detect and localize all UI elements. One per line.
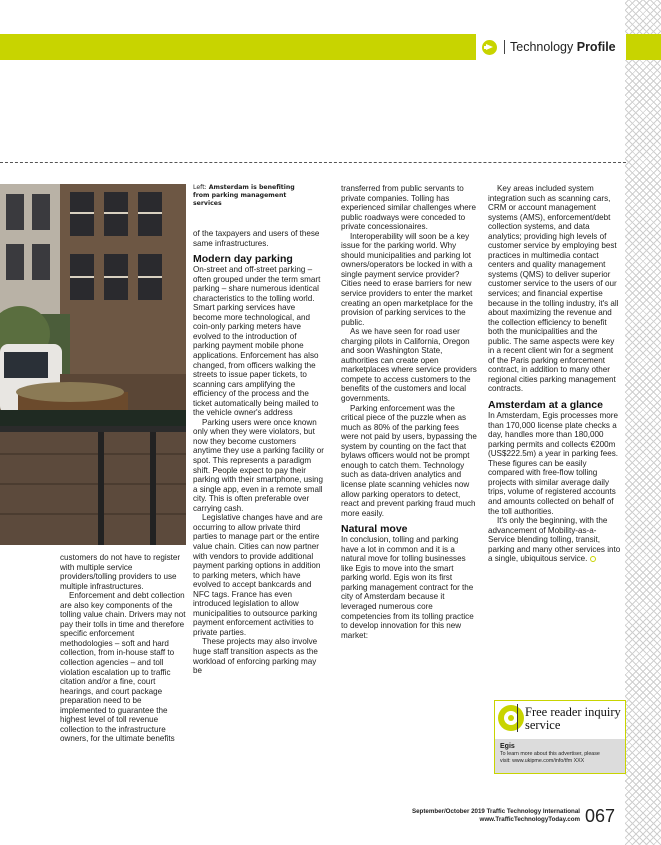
- paragraph: In conclusion, tolling and parking have a lot in common and it is a natural move for tolling businesses like Egis to move into the smart parking world. Egis won its first parking management contract for the city of Amsterdam because it leveraged numerous core competencies from its tolling practice to develop innovation for this new market:: [341, 535, 474, 640]
- subheading-natural-move: Natural move: [341, 523, 408, 536]
- issue-line: September/October 2019 Traffic Technology International: [411, 808, 580, 815]
- paragraph: In Amsterdam, Egis processes more than 170,000 license plate checks a day, handles more than 180,000 parking permits and collects €200m (US$222.5m) a year in parking fees. These figures can be easily compared with free-flow tolling projects with similar average daily trips, volume of registered accounts and amounts collected on behalf of the toll authorities.: [488, 411, 619, 516]
- paragraph: Parking enforcement was the critical piece of the puzzle when as much as 80% of the parking fees were not paid by users, bypassing the system by counting on the fact that bylaws officers would not be prompt enough to catch them. Technology such as data-driven analytics and license plate scanning vehicles now allow parking operators to detect, react and prevent parking fraud much more easily.: [341, 403, 477, 518]
- paragraph: Key areas included system integration such as scanning cars, CRM or account management systems (AMS), enforcement/debt collection systems, and data analytics; providing high levels of customer service by employing best practices in multimedia contact centers and quality management systems (QMS) to deliver superior customer service to the users of our services; and financial expertise because in the tolling industry, it's all about maximizing the revenue and the collection efficiency to benefit both the municipalities and the public. The same aspects were key in a recent client win for a segment of the Paris parking enforcement contract, in addition to many other regional cities parking management contracts.: [488, 184, 619, 394]
- paragraph: Legislative changes have and are occurring to allow private third parties to manage part or the entire value chain. Cities can now partner with vendors to provide additional payment parking options in addition to parking meters, which have evolved to accept bankcards and NFC tags. France has even introduced legislation to allow municipalities to outsource parking payment enforcement activities to private parties.: [193, 513, 323, 637]
- paragraph: Parking users were once known only when they were violators, but now they become customers anytime they use a parking facility or spot. This represents a paradigm shift. People expect to pay their parking with their smartphone, using a single app, even in a remote small city. This is often preferable over carrying cash.: [193, 417, 324, 513]
- inquiry-company: Egis: [500, 743, 515, 750]
- subheading-amsterdam-at-a-glance: Amsterdam at a glance: [488, 399, 603, 412]
- website-link[interactable]: www.TrafficTechnologyToday.com: [479, 816, 580, 823]
- inquiry-details: [495, 739, 625, 773]
- inquiry-header: [495, 701, 625, 737]
- section-title: Technology Profile: [510, 40, 616, 54]
- dashed-rule: [0, 162, 626, 163]
- column-2: [193, 229, 325, 676]
- page-footer: [400, 808, 580, 824]
- paragraph: of the taxpayers and users of these same infrastructures.: [193, 229, 320, 248]
- amsterdam-photo: [0, 184, 186, 545]
- paragraph: customers do not have to register with multiple service providers/tolling providers to use multiple infrastructures.: [60, 553, 181, 591]
- target-icon: [498, 705, 524, 731]
- paragraph: These projects may also involve huge staff transition aspects as the workload of enforcing parking may be: [193, 637, 318, 676]
- section-header: [476, 34, 626, 60]
- photo-caption: Left: Amsterdam is benefiting from parking management services: [193, 184, 295, 207]
- column-3: [341, 184, 478, 640]
- paragraph: It's only the beginning, with the advancement of Mobility-as-a-Service blending tolling, transit, parking and many other services into a single, ubiquitous service.: [488, 516, 621, 564]
- inquiry-link[interactable]: visit: www.ukipme.com/info/tfm XXX: [500, 758, 585, 764]
- page-edge-hatch: [625, 0, 661, 845]
- paragraph: Enforcement and debt collection are also key components of the tolling value chain. Drivers may not pay their tolls in time and therefore specific enforcement methodologies – soft and hard collection, from in-house staff to collection agencies – and toll violation escalation up to traffic citation and/or a fine, court hearings, and court package preparation need to be implemented to guarantee the highest level of toll revenue collection to the infrastructure owners, for the ultimate benefits: [60, 591, 186, 744]
- subheading-modern-day-parking: Modern day parking: [193, 253, 293, 266]
- column-4: [488, 184, 622, 564]
- paragraph: As we have seen for road user charging pilots in California, Oregon and soon Washington State, authorities can create open marketplaces where service providers compete to access customers to the benefits of the customers and local governments.: [341, 327, 477, 404]
- paragraph: Interoperability will soon be a key issue for the parking world. Why should municipalities and parking lot owners/operators be locked in with a single payment service provider? Cities need to erase barriers for new service providers to enter the market creating an open marketplace for the provision of parking services to the public.: [341, 231, 473, 327]
- header-divider: [504, 40, 505, 54]
- arrow-right-icon: [482, 40, 497, 55]
- column-1: [60, 553, 186, 744]
- reader-inquiry-box: [494, 700, 626, 774]
- inquiry-title: Free reader inquiry service: [525, 705, 621, 732]
- end-mark-icon: [590, 556, 596, 562]
- paragraph: transferred from public servants to private companies. Tolling has experienced similar challenges where public roadways were conceded to private concessionaires.: [341, 184, 476, 232]
- paragraph: On-street and off-street parking – often grouped under the term smart parking – share numerous identical characteristics to the tolling world. Smart parking services have become more technological, and coin-only parking meters have evolved to the introduction of parking payment mobile phone applications. Enforcement has also changed, from officers walking the streets to issue paper tickets, to scanning cars amplifying the efficiency of the process and the ticket automatically being mailed to the vehicle owner's address: [193, 265, 321, 418]
- inquiry-divider: [517, 704, 518, 732]
- page-number: 067: [585, 806, 616, 826]
- inquiry-line-1: To learn more about this advertiser, please: [500, 751, 600, 757]
